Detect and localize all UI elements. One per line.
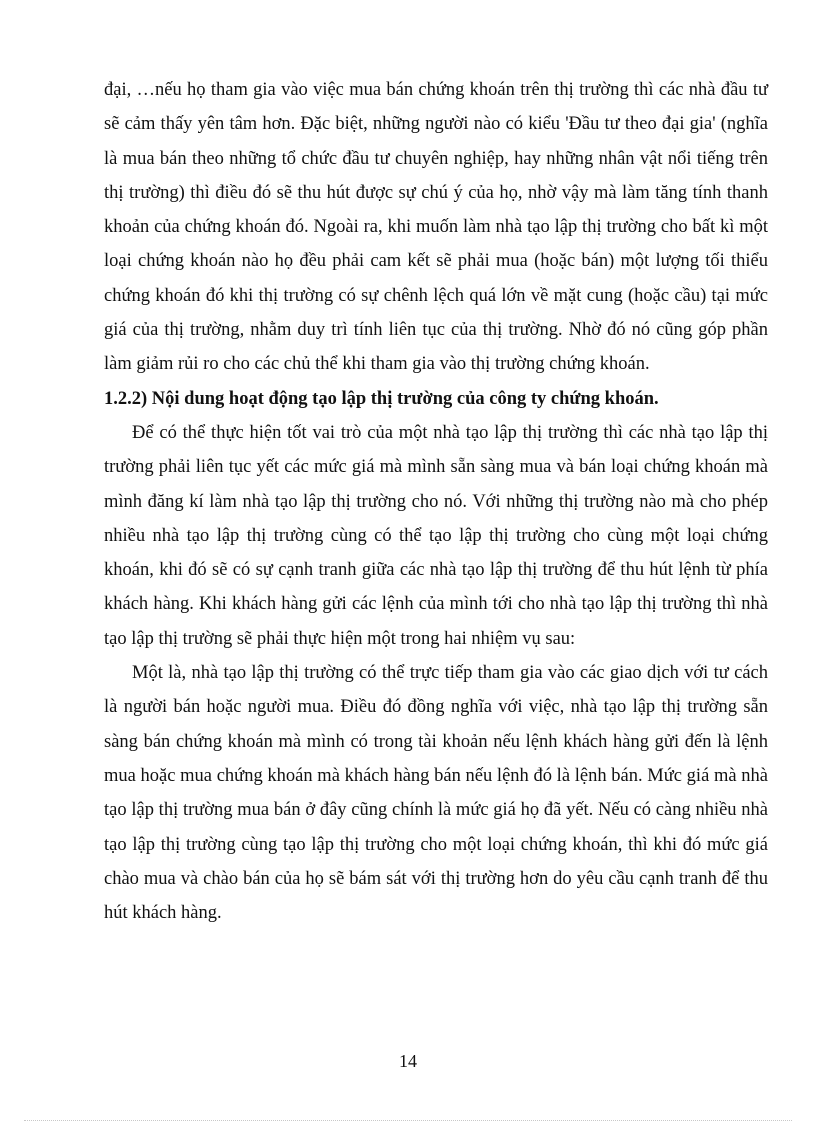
section-heading-1-2-2: 1.2.2) Nội dung hoạt động tạo lập thị trường của công ty chứng khoán. — [104, 388, 659, 409]
paragraph-market-maker-benefits: đại, …nếu họ tham gia vào việc mua bán chứng khoán trên thị trường thì các nhà đầu tư sẽ cảm thấy yên tâm hơn. Đặc biệt, những người nào có kiểu 'Đầu tư theo đại gia' (nghĩa là mua bán theo những tổ chức đầu tư chuyên nghiệp, hay những nhân vật nổi tiếng trên thị trường) thì điều đó sẽ thu hút được sự chú ý của họ, nhờ vậy mà làm tăng tính thanh khoản của chứng khoán đó. Ngoài ra, khi muốn làm nhà tạo lập thị trường cho bất kì một loại chứng khoán nào họ đều phải cam kết sẽ phải mua (hoặc bán) một lượng tối thiểu chứng khoán đó khi thị trường có sự chênh lệch quá lớn về mặt cung (hoặc cầu) tại mức giá của thị trường, nhằm duy trì tính liên tục của thị trường. Nhờ đó nó cũng góp phần làm giảm rủi ro cho các chủ thể khi tham gia vào thị trường chứng khoán. — [104, 80, 768, 375]
page-body — [104, 73, 768, 930]
paragraph-first-duty: Một là, nhà tạo lập thị trường có thể trực tiếp tham gia vào các giao dịch với tư cách là người bán hoặc người mua. Điều đó đồng nghĩa với việc, nhà tạo lập thị trường sẵn sàng bán chứng khoán mà mình có trong tài khoản nếu lệnh khách hàng gửi đến là lệnh mua hoặc mua chứng khoán mà khách hàng bán nếu lệnh đó là lệnh bán. Mức giá mà nhà tạo lập thị trường mua bán ở đây cũng chính là mức giá họ đã yết. Nếu có càng nhiều nhà tạo lập thị trường cùng tạo lập thị trường cho một loại chứng khoán, thì khi đó mức giá chào mua và chào bán của họ sẽ bám sát với thị trường hơn do yêu cầu cạnh tranh để thu hút khách hàng. — [104, 663, 768, 924]
page-bottom-divider — [24, 1120, 792, 1121]
paragraph-quoting-duties: Để có thể thực hiện tốt vai trò của một nhà tạo lập thị trường thì các nhà tạo lập thị trường phải liên tục yết các mức giá mà mình sẵn sàng mua và bán loại chứng khoán mà mình đăng kí làm nhà tạo lập thị trường cho nó. Với những thị trường nào mà cho phép nhiều nhà tạo lập thị trường cùng có thể tạo lập thị trường cho cùng một loại chứng khoán, khi đó sẽ có sự cạnh tranh giữa các nhà tạo lập thị trường để thu hút lệnh từ phía khách hàng. Khi khách hàng gửi các lệnh của mình tới cho nhà tạo lập thị trường thì nhà tạo lập thị trường sẽ phải thực hiện một trong hai nhiệm vụ sau: — [104, 422, 768, 649]
page-number: 14 — [399, 1051, 417, 1071]
